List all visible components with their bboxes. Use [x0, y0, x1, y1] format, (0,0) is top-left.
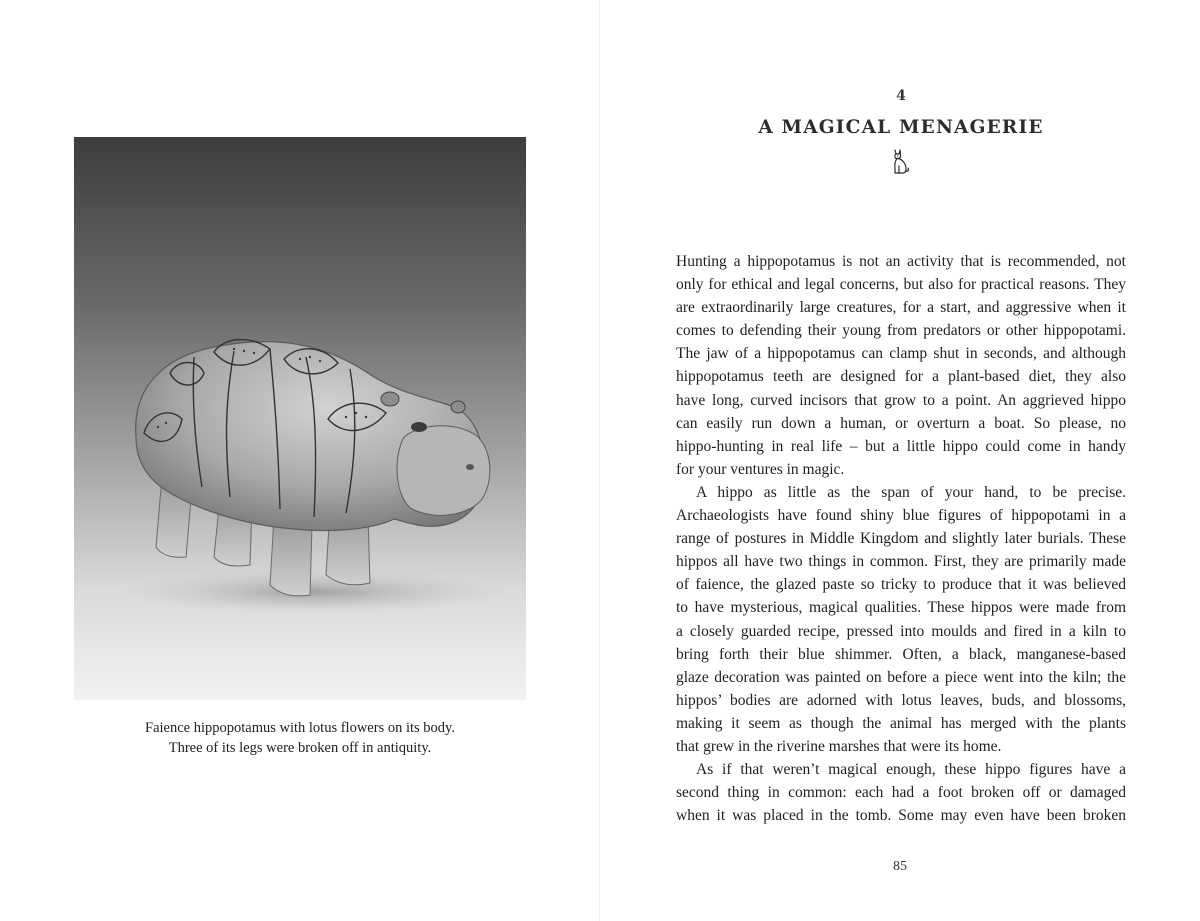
text-line: Hunting a hippopotamus is not an activity that is recommended, not — [676, 253, 1126, 270]
text-line: hippo-hunting in real life – but a little hippo could come in handy — [676, 437, 1126, 455]
text-line: have long, curved incisors that grow to a point. An aggrieved hippo — [676, 391, 1126, 409]
text-line: a closely guarded recipe, pressed into moulds and fired in a kiln to — [676, 622, 1126, 640]
body-text — [676, 250, 1126, 827]
text-line: glaze decoration was painted on before a piece went into the kiln; the — [676, 668, 1126, 686]
text-line: that grew in the riverine marshes that were its home. — [676, 737, 1002, 755]
caption-line: Three of its legs were broken off in antiquity. — [168, 740, 432, 756]
chapter-number: 4 — [896, 88, 906, 104]
page-number: 85 — [893, 859, 907, 874]
hippo-photograph — [74, 137, 526, 700]
text-line: for your ventures in magic. — [676, 460, 845, 478]
caption-line: Faience hippopotamus with lotus flowers on its body. — [145, 720, 455, 736]
text-line: range of postures in Middle Kingdom and slightly later burials. These — [676, 530, 1126, 548]
text-line: are extraordinarily large creatures, for a start, and aggressive when it — [676, 299, 1126, 317]
page-gutter — [599, 0, 600, 921]
text-line: making it seem as though the animal has merged with the plants — [676, 714, 1126, 732]
text-line: second thing in common: each had a foot broken off or damaged — [676, 784, 1126, 802]
text-line: only for ethical and legal concerns, but also for practical reasons. They — [676, 276, 1126, 294]
text-line: A hippo as little as the span of your hand, to be precise. — [696, 483, 1126, 501]
cat-icon — [888, 148, 912, 176]
photo-caption — [74, 718, 526, 758]
text-line: hippos’ bodies are adorned with lotus leaves, buds, and blossoms, — [676, 691, 1126, 709]
text-line: can easily run down a human, or overturn a boat. So please, no — [676, 414, 1126, 432]
text-line: hippopotamus teeth are designed for a plant-based diet, they also — [676, 368, 1126, 386]
text-line: The jaw of a hippopotamus can clamp shut in seconds, and although — [676, 345, 1126, 363]
text-line: Archaeologists have found shiny blue figures of hippopotami in a — [676, 507, 1126, 525]
text-line: comes to defending their young from predators or other hippopotami. — [676, 322, 1126, 340]
text-line: of faience, the glazed paste so tricky to produce that it was believed — [676, 576, 1126, 594]
text-line: when it was placed in the tomb. Some may even have been broken — [676, 807, 1126, 825]
text-line: hippos all have two things in common. First, they are primarily made — [676, 553, 1126, 571]
text-line: As if that weren’t magical enough, these hippo figures have a — [696, 761, 1126, 779]
text-line: to have mysterious, magical qualities. These hippos were made from — [676, 599, 1126, 617]
chapter-title: A MAGICAL MENAGERIE — [758, 117, 1044, 138]
text-line: bring forth their blue shimmer. Often, a black, manganese-based — [676, 645, 1126, 663]
